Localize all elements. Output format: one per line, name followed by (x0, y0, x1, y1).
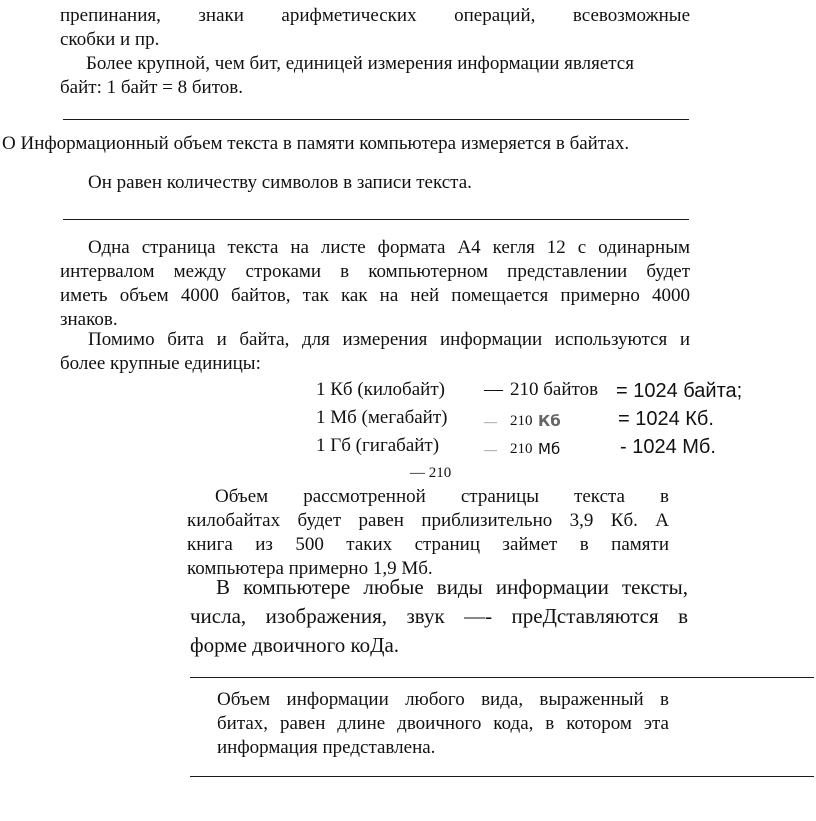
unit-row-mb (316, 406, 776, 430)
byte-line-1: Более крупной, чем бит, единицей измерения информации является (86, 53, 634, 74)
divider-4 (190, 776, 814, 777)
definition-line-1: Объем информации любого вида, выраженный в (217, 689, 669, 710)
page-line-3: иметь объем 4000 байтов, так как на ней помещается примерно 4000 (60, 285, 690, 306)
binary-line-3: форме двоичного коДа. (190, 633, 400, 657)
equals-statement: Он равен количеству символов в записи текста. (88, 172, 472, 193)
intro-line-2: скобки и пр. (60, 29, 160, 50)
page-volume-line-4: компьютера примерно 1,9 Мб. (187, 558, 433, 579)
unit-name: 1 Мб (мегабайт) (316, 407, 448, 428)
unit-dash: — (484, 414, 497, 429)
unit-unit: Кб (538, 412, 561, 430)
page-volume-paragraph (187, 485, 669, 581)
divider-1 (63, 119, 689, 120)
units-intro (60, 328, 690, 376)
unit-result: = 1024 байта; (616, 380, 743, 402)
intro-paragraph (60, 4, 690, 52)
unit-power: 210 (510, 441, 533, 457)
page-volume-line-2: килобайтах будет равен приблизительно 3,9 Кб. А (187, 510, 669, 531)
binary-line-2: числа, изображения, звук —- преДставляются в (190, 604, 688, 628)
divider-3 (190, 677, 814, 678)
definition-line-2: битах, равен длине двоичного кода, в котором эта (217, 713, 669, 734)
binary-line-1: В компьютере любые виды информации тексты, (216, 575, 688, 599)
unit-row-kb (316, 378, 776, 402)
page-line-1: Одна страница текста на листе формата А4 кегля 12 с одинарным (88, 237, 690, 258)
units-intro-line-2: более крупные единицы: (60, 353, 261, 374)
page-volume-line-1: Объем рассмотренной страницы текста в (215, 486, 669, 507)
unit-dash: — (484, 442, 497, 457)
byte-paragraph (60, 52, 690, 100)
byte-line-2: байт: 1 байт = 8 битов. (60, 77, 243, 98)
unit-name: 1 Гб (гигабайт) (316, 435, 440, 456)
unit-unit: Мб (538, 440, 561, 458)
unit-result: = 1024 Кб. (618, 408, 714, 430)
page-paragraph (60, 236, 690, 332)
divider-2 (63, 219, 689, 220)
unit-row-gb (316, 434, 776, 458)
units-intro-line-1: Помимо бита и байта, для измерения информации используются и (88, 329, 690, 350)
unit-name: 1 Кб (килобайт) (316, 379, 445, 400)
unit-power: 210 байтов (510, 379, 599, 400)
page-line-2: интервалом между строками в компьютерном представлении будет (60, 261, 690, 282)
unit-power: 210 (510, 413, 533, 429)
intro-line-1: препинания, знаки арифметических операций, всевозможные (60, 5, 690, 26)
definition-paragraph (217, 688, 669, 760)
volume-statement: О Информационный объем текста в памяти компьютера измеряется в байтах. (2, 133, 630, 154)
binary-paragraph (190, 573, 688, 660)
page-line-4: знаков. (60, 309, 118, 330)
stray-power: — 210 (410, 465, 452, 481)
unit-dash: — (484, 379, 503, 400)
page-volume-line-3: книга из 500 таких страниц займет в памяти (187, 534, 669, 555)
unit-result: - 1024 Мб. (620, 436, 716, 458)
definition-line-3: информация представлена. (217, 737, 436, 758)
